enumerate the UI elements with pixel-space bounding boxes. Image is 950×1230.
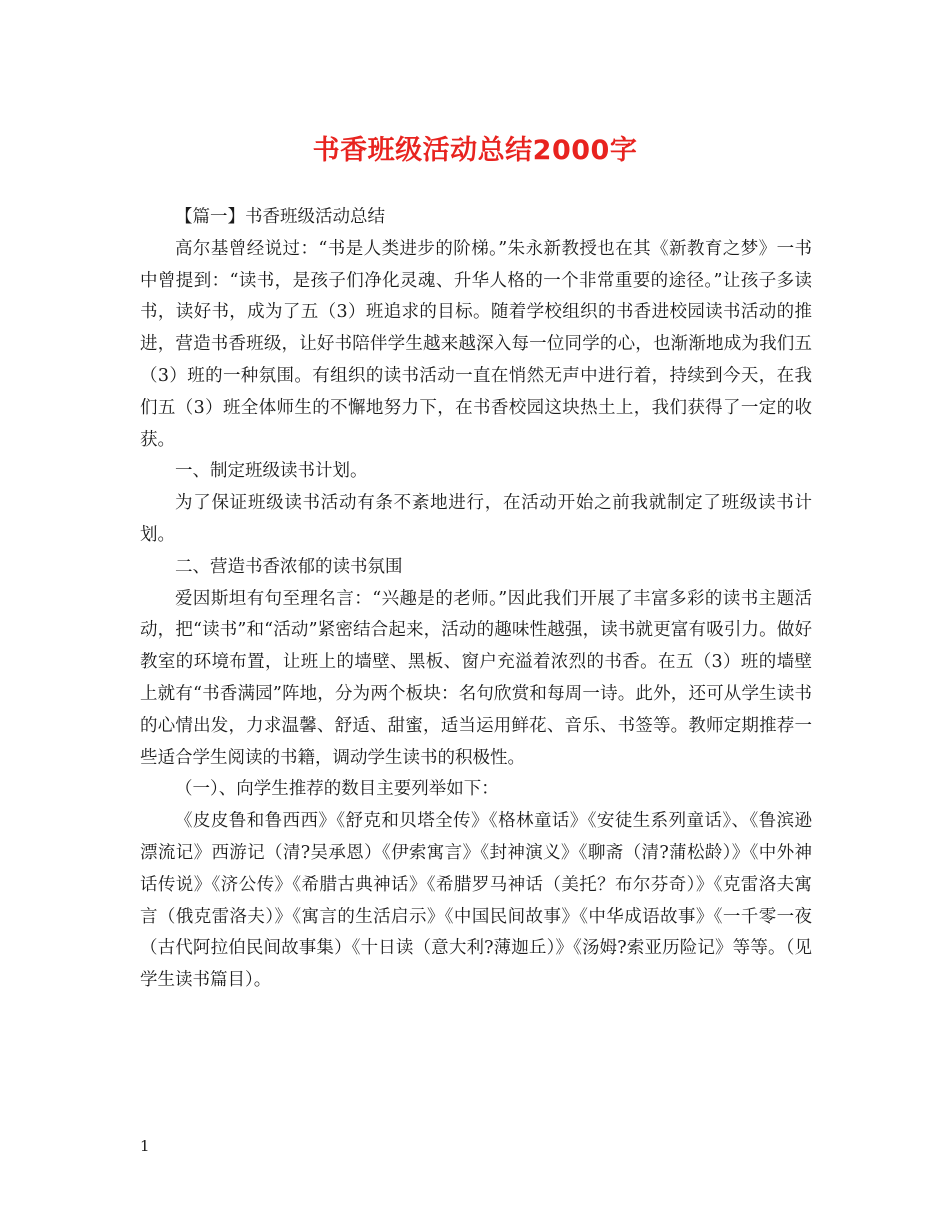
body-paragraph-reading-plan: 为了保证班级读书活动有条不紊地进行，在活动开始之前我就制定了班级读书计划。 bbox=[140, 493, 812, 545]
body-paragraph-reading-atmosphere: 爱因斯坦有句至理名言：“兴趣是的老师。”因此我们开展了丰富多彩的读书主题活动，把“读书”和“活动”紧密结合起来，活动的趣味性越强，读书就更富有吸引力。做好教室的环境布置，让班上的墙壁、黑板、窗户充溢着浓烈的书香。在五（3）班的墙壁上就有“书香满园”阵地，分为两个板块：名句欣赏和每周一诗。此外，还可从学生读书的心情出发，力求温馨、舒适、甜蜜，适当运用鲜花、音乐、书签等。教师定期推荐一些适合学生阅读的书籍，调动学生读书的积极性。 bbox=[140, 588, 812, 768]
subsection-heading-recommended-books: （一）、向学生推荐的数目主要列举如下： bbox=[175, 779, 499, 800]
section-heading-reading-plan: 一、制定班级读书计划。 bbox=[175, 461, 368, 482]
section-heading-reading-atmosphere: 二、营造书香浓郁的读书氛围 bbox=[175, 556, 403, 577]
body-paragraph-book-list: 《皮皮鲁和鲁西西》《舒克和贝塔全传》《格林童话》《安徒生系列童话》、《鲁滨逊漂流记》西游记（清?吴承恩）《伊索寓言》《封神演义》《聊斋（清?蒲松龄）》《中外神话传说》《济公传》《希腊古典神话》《希腊罗马神话（美托？布尔芬奇）》《克雷洛夫寓言（俄克雷洛夫）》《寓言的生活启示》《中国民间故事》《中华成语故事》《一千零一夜（古代阿拉伯民间故事集）《十日读（意大利?薄迦丘）》《汤姆?索亚历险记》等等。（见学生读书篇目）。 bbox=[140, 811, 812, 991]
section-heading-part-one: 【篇一】书香班级活动总结 bbox=[175, 207, 385, 227]
document-title: 书香班级活动总结2000字 bbox=[312, 135, 638, 166]
document-body bbox=[140, 202, 812, 997]
page-number: 1 bbox=[140, 1137, 150, 1155]
body-paragraph-intro: 高尔基曾经说过：“书是人类进步的阶梯。”朱永新教授也在其《新教育之梦》一书中曾提到：“读书，是孩子们净化灵魂、升华人格的一个非常重要的途径。”让孩子多读书，读好书，成为了五（3）班追求的目标。随着学校组织的书香进校园读书活动的推进，营造书香班级，让好书陪伴学生越来越深入每一位同学的心，也渐渐地成为我们五（3）班的一种氛围。有组织的读书活动一直在悄然无声中进行着，持续到今天，在我们五（3）班全体师生的不懈地努力下，在书香校园这块热土上，我们获得了一定的收获。 bbox=[140, 238, 812, 450]
